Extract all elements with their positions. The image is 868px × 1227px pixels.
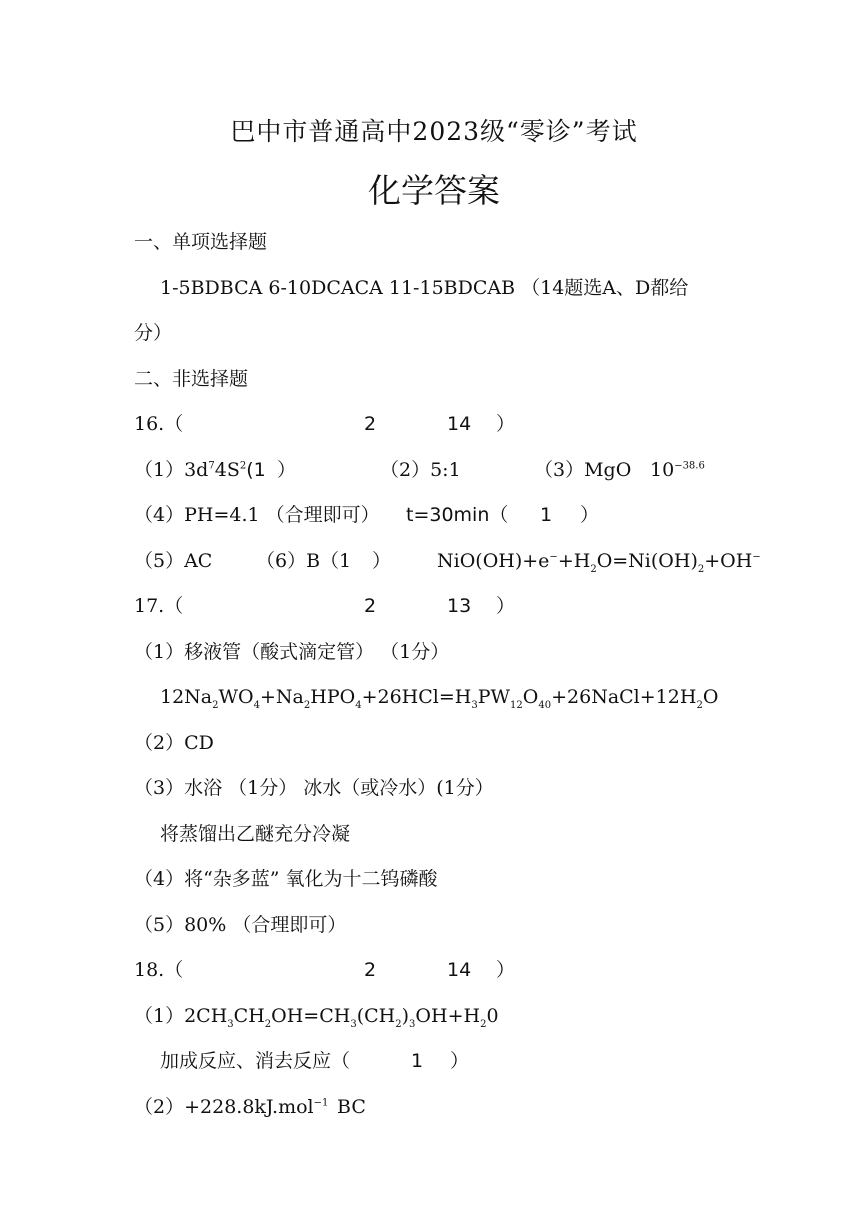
q16-p3-val: 10 bbox=[650, 459, 675, 481]
eq-sub: 2 bbox=[696, 699, 703, 711]
q16-p4-label: （4） bbox=[134, 504, 185, 526]
q16-p1-close: ） bbox=[277, 459, 297, 481]
q16-p1-sup1: 7 bbox=[208, 460, 215, 472]
q18-p1b-score: 1 bbox=[411, 1050, 424, 1072]
eq-sub: 2 bbox=[264, 1018, 272, 1030]
eq-part: (CH bbox=[356, 1005, 396, 1027]
eq-part: PW bbox=[477, 686, 511, 708]
answer-title: 化学答案 bbox=[368, 171, 500, 210]
eq-part: +Na bbox=[260, 686, 304, 708]
q16-p3: （3）MgO bbox=[534, 459, 632, 481]
q16-p1-label: （1） bbox=[134, 459, 185, 481]
q18-p2-label: （2） bbox=[134, 1096, 185, 1118]
q17-close: ） bbox=[496, 595, 516, 617]
section2-heading: 二、非选择题 bbox=[134, 368, 249, 390]
q16-p1-text: 3d bbox=[184, 459, 209, 481]
q17-p3: （3）水浴 （1分） 冰水（或冷水）(1分） bbox=[134, 777, 494, 799]
q17-p3b: 将蒸馏出乙醚充分冷凝 bbox=[160, 823, 351, 845]
eq-sub: 3 bbox=[471, 699, 478, 711]
q17-p2: （2）CD bbox=[134, 732, 214, 754]
eq-sub: 2 bbox=[697, 563, 705, 575]
q18-p2-sup: −1 bbox=[313, 1097, 329, 1109]
q18-score-per: 2 bbox=[364, 959, 377, 981]
eq-part: +26HCl=H bbox=[361, 686, 472, 708]
q16-p6: （6）B（1 bbox=[256, 550, 352, 572]
q16-total: 14 bbox=[447, 413, 472, 435]
eq-part: O bbox=[702, 686, 719, 708]
q18-p1b-close: ） bbox=[450, 1050, 470, 1072]
q18-close: ） bbox=[496, 959, 516, 981]
eq-sup: − bbox=[549, 551, 558, 563]
q18-total: 14 bbox=[447, 959, 472, 981]
q16-p5: （5）AC bbox=[134, 550, 213, 572]
mc-answers-line1: 1-5BDBCA 6-10DCACA 11-15BDCAB （14题选A、D都给 bbox=[160, 277, 689, 299]
q17-score-per: 2 bbox=[364, 595, 377, 617]
eq-sub: 3 bbox=[350, 1018, 357, 1030]
q16-p6-close: ） bbox=[372, 550, 392, 572]
eq-sub: 2 bbox=[480, 1018, 487, 1030]
q17-total: 13 bbox=[447, 595, 472, 617]
section1-heading: 一、单项选择题 bbox=[134, 231, 268, 253]
q16-p1-sup2: 2 bbox=[239, 460, 247, 472]
mc-answers-line2: 分） bbox=[134, 322, 173, 344]
eq-sub: 3 bbox=[227, 1018, 234, 1030]
eq-part: O bbox=[522, 686, 539, 708]
eq-part: CH bbox=[233, 1005, 265, 1027]
q17-p5: （5）80% （合理即可） bbox=[134, 914, 347, 936]
q18-p1-label: （1） bbox=[134, 1005, 185, 1027]
eq-part: ) bbox=[401, 1005, 410, 1027]
eq-sub: 2 bbox=[303, 699, 311, 711]
eq-sub: 2 bbox=[212, 699, 219, 711]
eq-sub: 4 bbox=[253, 699, 260, 711]
q18-p1b: 加成反应、消去反应（ bbox=[160, 1050, 351, 1072]
q17-p4: （4）将“杂多蓝” 氧化为十二钨磷酸 bbox=[134, 868, 438, 890]
eq-sup: − bbox=[752, 551, 761, 563]
q16-p1-tail: (1 bbox=[246, 459, 266, 481]
eq-sub: 40 bbox=[538, 699, 552, 711]
eq-sub: 12 bbox=[510, 699, 523, 711]
q16-p4-text: PH=4.1 （合理即可） bbox=[184, 504, 380, 526]
eq-part: WO bbox=[218, 686, 254, 708]
eq-part: OH+H bbox=[415, 1005, 481, 1027]
q18-p2-answer: BC bbox=[337, 1096, 366, 1118]
eq-part: O=Ni(OH) bbox=[596, 550, 698, 572]
q16-p1-text2: 4S bbox=[214, 459, 240, 481]
exam-title: 巴中市普通高中2023级“零诊”考试 bbox=[230, 117, 638, 146]
q16-p4 bbox=[134, 503, 380, 527]
eq-part: +26NaCl+12H bbox=[551, 686, 697, 708]
eq-part: 0 bbox=[486, 1005, 499, 1027]
q17-equation bbox=[160, 685, 718, 709]
q16-p3-sup: −38.6 bbox=[674, 460, 705, 472]
eq-sub: 2 bbox=[590, 563, 597, 575]
q16-p2: （2）5:1 bbox=[380, 459, 461, 481]
eq-part: NiO(OH)+e bbox=[437, 550, 550, 572]
q16-close: ） bbox=[496, 413, 516, 435]
q16-p4-close: ） bbox=[580, 504, 600, 526]
q17-label: 17.（ bbox=[134, 595, 184, 617]
eq-part: HPO bbox=[310, 686, 356, 708]
q16-p3-value bbox=[650, 458, 705, 482]
q17-p1: （1）移液管（酸式滴定管） （1分） bbox=[134, 641, 450, 663]
eq-sub: 2 bbox=[395, 1018, 402, 1030]
q16-p4-time: t=30min（ bbox=[406, 504, 509, 526]
eq-part: 12Na bbox=[160, 686, 213, 708]
eq-part: OH=CH bbox=[271, 1005, 351, 1027]
q16-label: 16.（ bbox=[134, 413, 184, 435]
eq-part: +H bbox=[557, 550, 591, 572]
q18-p2-val: +228.8kJ.mol bbox=[184, 1096, 314, 1118]
q16-score-per: 2 bbox=[364, 413, 377, 435]
q18-label: 18.（ bbox=[134, 959, 184, 981]
q16-equation bbox=[437, 549, 761, 573]
q16-p1 bbox=[134, 458, 266, 482]
q18-p1 bbox=[134, 1004, 499, 1028]
eq-sub: 3 bbox=[409, 1018, 416, 1030]
eq-part: +OH bbox=[704, 550, 753, 572]
q18-p2 bbox=[134, 1095, 328, 1119]
q16-p4-score: 1 bbox=[540, 504, 553, 526]
eq-part: 2CH bbox=[184, 1005, 228, 1027]
eq-sub: 4 bbox=[355, 699, 362, 711]
